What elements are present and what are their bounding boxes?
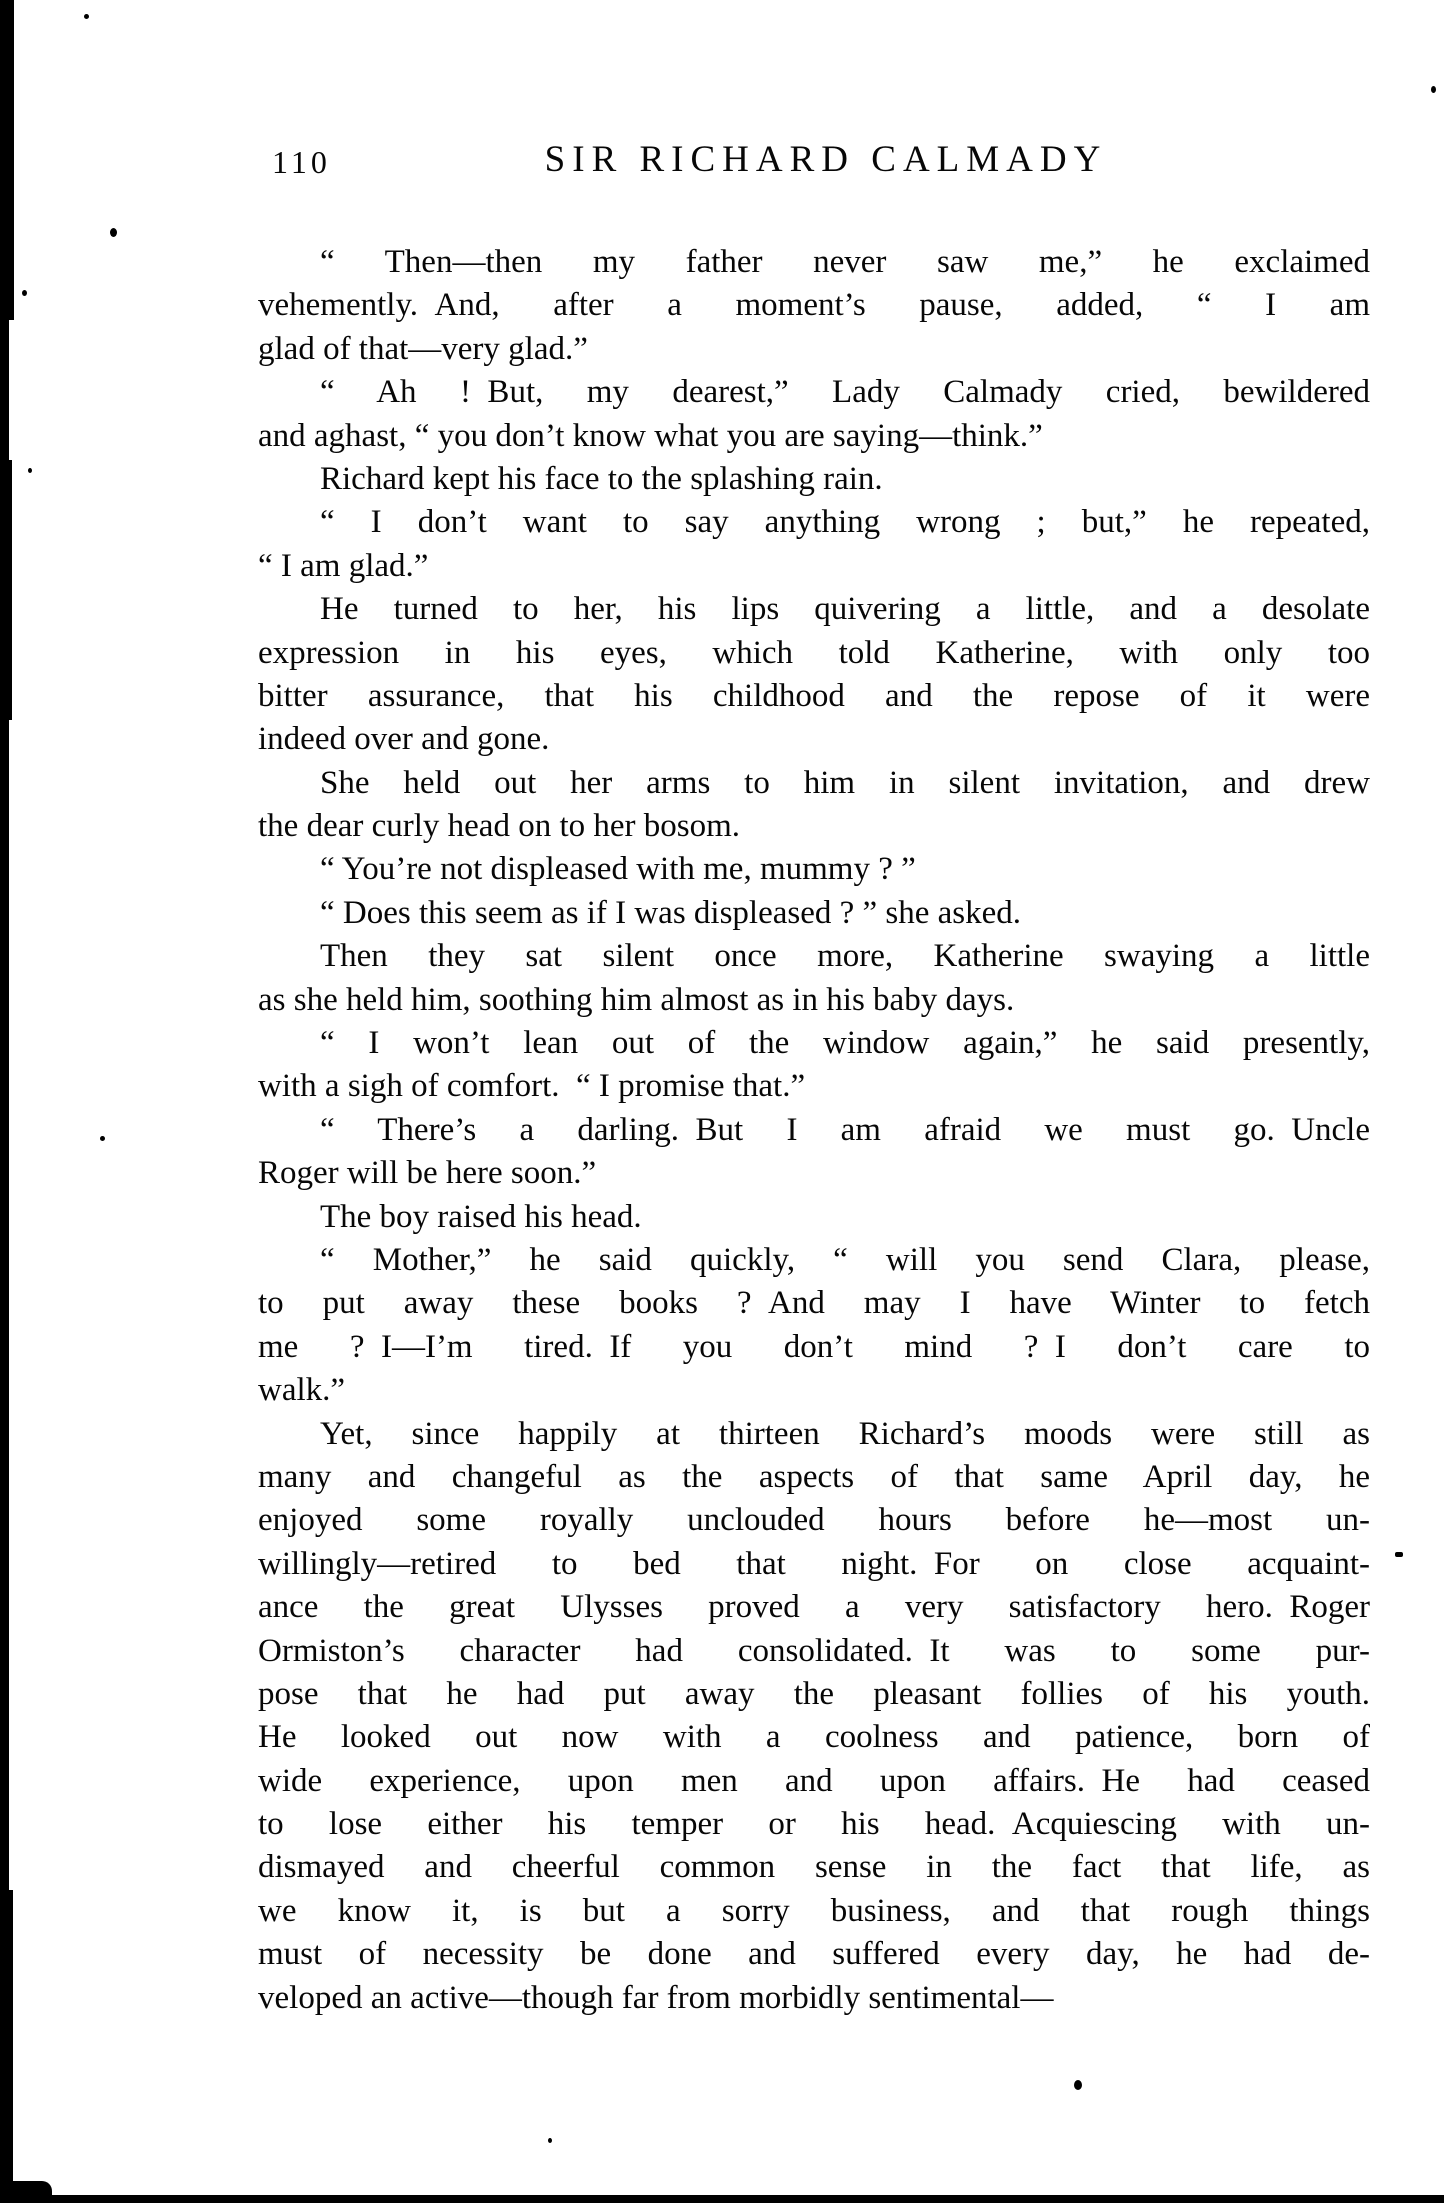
scan-edge-left-bottom	[0, 1890, 13, 2203]
text-body	[258, 241, 1370, 2020]
paragraph	[258, 935, 1370, 1022]
running-head	[258, 138, 1370, 186]
text-line: me ? I—I’m tired. If you don’t mind ? I don’t care to	[258, 1328, 1370, 1365]
scan-edge-left-mid	[0, 460, 12, 720]
ink-speck	[22, 290, 27, 296]
text-line: “ You’re not displeased with me, mummy ? ”	[320, 851, 916, 888]
text-line: “ I won’t lean out of the window again,” he said presently,	[320, 1025, 1370, 1062]
text-line: many and changeful as the aspects of that same April day, he	[258, 1458, 1370, 1495]
text-line: vehemently. And, after a moment’s pause, added, “ I am	[258, 287, 1370, 324]
text-line: must of necessity be done and suffered every day, he had de-	[258, 1936, 1370, 1973]
ink-speck	[1395, 1552, 1403, 1557]
text-line: He looked out now with a coolness and patience, born of	[258, 1719, 1370, 1756]
text-line: as she held him, soothing him almost as in his baby days.	[258, 981, 1015, 1018]
paragraph	[258, 762, 1370, 849]
page-title: SIR RICHARD CALMADY	[544, 139, 1108, 180]
text-line: “ There’s a darling. But I am afraid we must go. Uncle	[320, 1111, 1370, 1148]
text-line: to put away these books ? And may I have Winter to fetch	[258, 1285, 1370, 1322]
paragraph	[258, 458, 1370, 501]
paragraph	[258, 892, 1370, 935]
text-line: expression in his eyes, which told Katherine, with only too	[258, 634, 1370, 671]
text-line: “ Ah ! But, my dearest,” Lady Calmady cried, bewildered	[320, 374, 1370, 411]
text-line: and aghast, “ you don’t know what you are saying—think.”	[258, 417, 1043, 454]
text-line: “ Then—then my father never saw me,” he exclaimed	[320, 244, 1370, 280]
text-line: ance the great Ulysses proved a very satisfactory hero. Roger	[258, 1589, 1370, 1626]
text-line: veloped an active—though far from morbidly sentimental—	[258, 1979, 1054, 2016]
scan-edge-bottom-corner	[0, 2181, 52, 2203]
text-line: walk.”	[258, 1372, 346, 1409]
text-line: pose that he had put away the pleasant follies of his youth.	[258, 1675, 1370, 1712]
text-line: glad of that—very glad.”	[258, 330, 588, 367]
text-line: “ Does this seem as if I was displeased ? ” she asked.	[320, 894, 1022, 931]
text-line: wide experience, upon men and upon affairs. He had ceased	[258, 1762, 1370, 1799]
text-line: “ Mother,” he said quickly, “ will you send Clara, please,	[320, 1241, 1370, 1278]
ink-speck	[1431, 86, 1436, 93]
text-line: Then they sat silent once more, Katherine swaying a little	[320, 938, 1370, 975]
paragraph	[258, 501, 1370, 588]
text-line: “ I don’t want to say anything wrong ; but,” he repeated,	[320, 504, 1370, 541]
paragraph	[258, 241, 1370, 371]
ink-speck	[110, 228, 117, 237]
paragraph	[258, 848, 1370, 891]
text-line: Yet, since happily at thirteen Richard’s moods were still as	[320, 1415, 1370, 1452]
text-line: to lose either his temper or his head. Acquiescing with un-	[258, 1806, 1370, 1843]
text-line: with a sigh of comfort. “ I promise that.”	[258, 1068, 806, 1105]
text-line: He turned to her, his lips quivering a little, and a desolate	[320, 591, 1370, 628]
text-line: we know it, is but a sorry business, and that rough things	[258, 1892, 1370, 1929]
text-line: willingly—retired to bed that night. For on close acquaint-	[258, 1545, 1370, 1582]
ink-speck	[84, 14, 89, 19]
text-line: bitter assurance, that his childhood and the repose of it were	[258, 677, 1370, 714]
text-line: She held out her arms to him in silent invitation, and drew	[320, 764, 1370, 801]
ink-speck	[28, 468, 32, 473]
paragraph	[258, 371, 1370, 458]
text-line: the dear curly head on to her bosom.	[258, 808, 741, 845]
ink-speck	[100, 1136, 105, 1141]
text-line: enjoyed some royally unclouded hours before he—most un-	[258, 1502, 1370, 1539]
ink-speck	[548, 2138, 552, 2143]
text-line: “ I am glad.”	[258, 547, 429, 584]
paragraph	[258, 1022, 1370, 1109]
paragraph	[258, 588, 1370, 762]
paragraph	[258, 1239, 1370, 1413]
text-line: Richard kept his face to the splashing rain.	[320, 460, 883, 497]
scan-edge-left	[0, 0, 9, 2203]
text-line: indeed over and gone.	[258, 721, 550, 758]
paragraph	[258, 1109, 1370, 1196]
text-line: Roger will be here soon.”	[258, 1155, 597, 1192]
text-line: Ormiston’s character had consolidated. It was to some pur-	[258, 1632, 1370, 1669]
scan-edge-left-top	[0, 0, 14, 320]
paragraph	[258, 1413, 1370, 2020]
page-number: 110	[272, 144, 331, 180]
paragraph	[258, 1196, 1370, 1239]
ink-speck	[1074, 2080, 1082, 2090]
text-line: The boy raised his head.	[320, 1198, 642, 1235]
scan-edge-bottom	[0, 2195, 1444, 2203]
text-line: dismayed and cheerful common sense in the fact that life, as	[258, 1849, 1370, 1886]
